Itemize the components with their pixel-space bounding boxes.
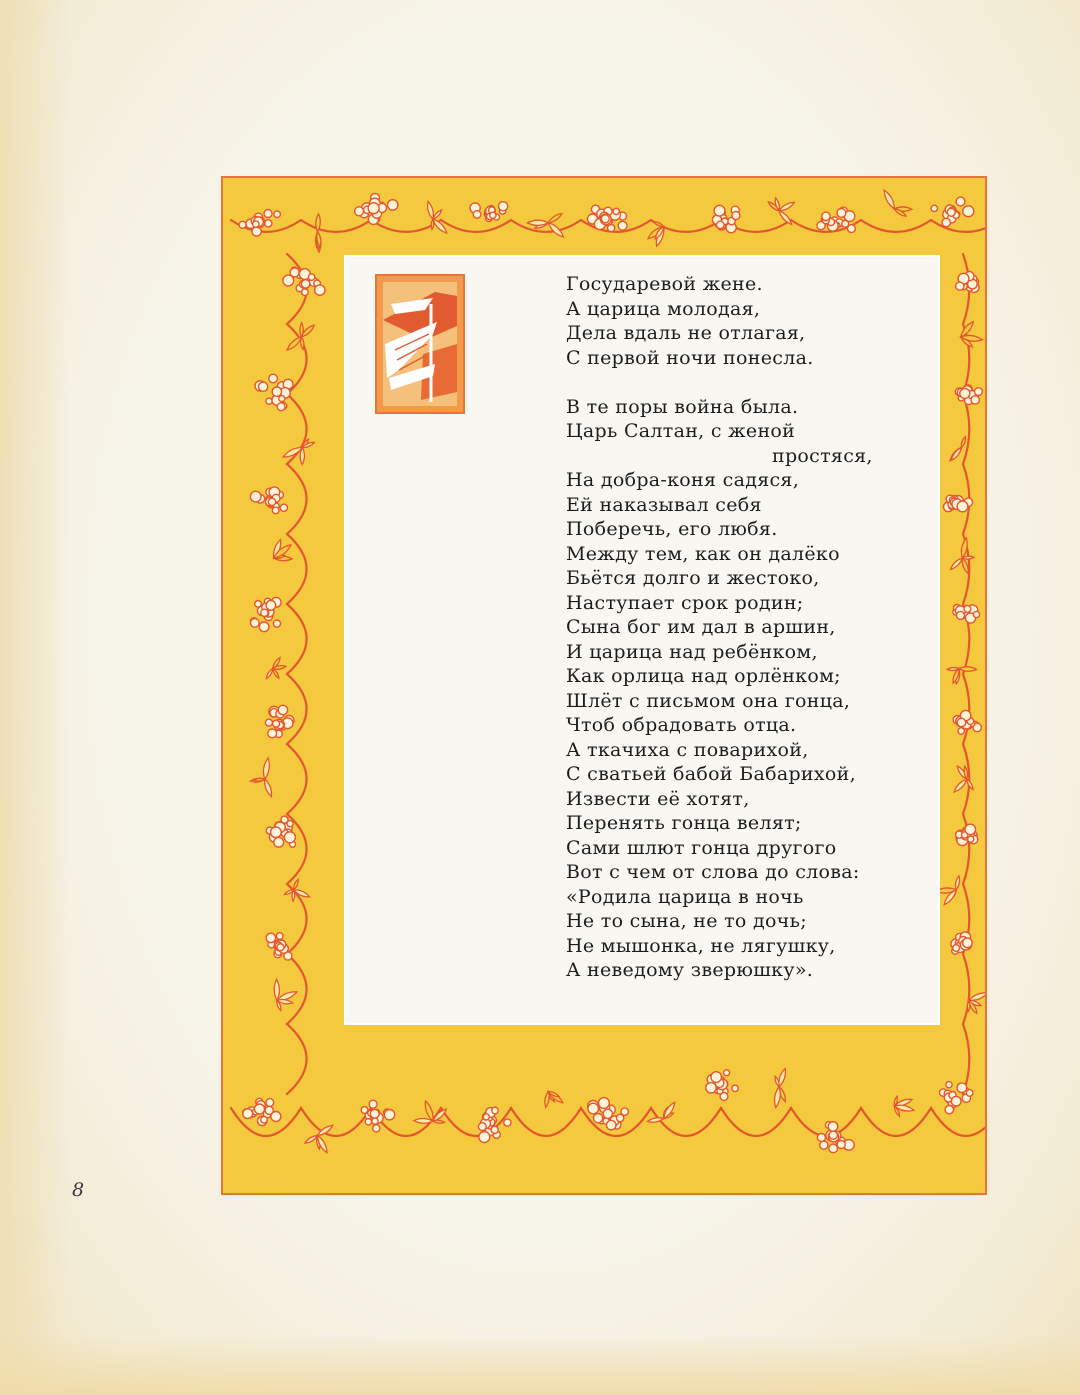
poem-line: Поберечь, его любя.: [566, 518, 778, 540]
poem-line: Царь Салтан, с женой: [566, 420, 796, 442]
poem-line: Шлёт с письмом она гонца,: [566, 689, 851, 712]
poem-line: С первой ночи понесла.: [566, 346, 814, 369]
page-shadow-bottom: [0, 1335, 1080, 1395]
bird-wings-vignette-icon: [375, 274, 465, 414]
poem-line: Перенять гонца велят;: [566, 812, 802, 834]
poem-line: И царица над ребёнком,: [566, 640, 818, 663]
poem-line: А ткачиха с поварихой,: [566, 738, 809, 761]
poem-line: А царица молодая,: [566, 297, 761, 320]
poem-line: Наступает срок родин;: [566, 591, 804, 614]
poem-line: Как орлица над орлёнком;: [566, 665, 841, 687]
poem-line: «Родила царица в ночь: [566, 885, 804, 908]
poem-line: На добра-коня садяся,: [566, 469, 800, 491]
poem-line: Вот с чем от слова до слова:: [566, 861, 860, 883]
poem-line: Сами шлют гонца другого: [566, 836, 837, 859]
poem-line: Государевой жене.: [566, 273, 763, 295]
poem-line: С сватьей бабой Бабарихой,: [566, 763, 856, 785]
poem-text: [566, 272, 926, 983]
poem-line: Не мышонка, не лягушку,: [566, 934, 836, 957]
poem-line-continuation: простяся,: [772, 444, 873, 467]
poem-line: Бьётся долго и жестоко,: [566, 567, 820, 589]
poem-line: В те поры война была.: [566, 395, 799, 418]
poem-line: Дела вдаль не отлагая,: [566, 322, 806, 344]
page-number: 8: [72, 1179, 85, 1201]
stanza-break: [566, 370, 926, 395]
page-shadow-left: [0, 0, 70, 1395]
poem-line: Сына бог им дал в аршин,: [566, 616, 836, 638]
poem-line: Чтоб обрадовать отца.: [566, 714, 797, 736]
poem-line: Ей наказывал себя: [566, 493, 762, 516]
poem-line: Между тем, как он далёко: [566, 542, 840, 565]
poem-line: Не то сына, не то дочь;: [566, 910, 807, 932]
poem-line: А неведому зверюшку».: [566, 959, 814, 981]
poem-line: Извести её хотят,: [566, 787, 750, 810]
